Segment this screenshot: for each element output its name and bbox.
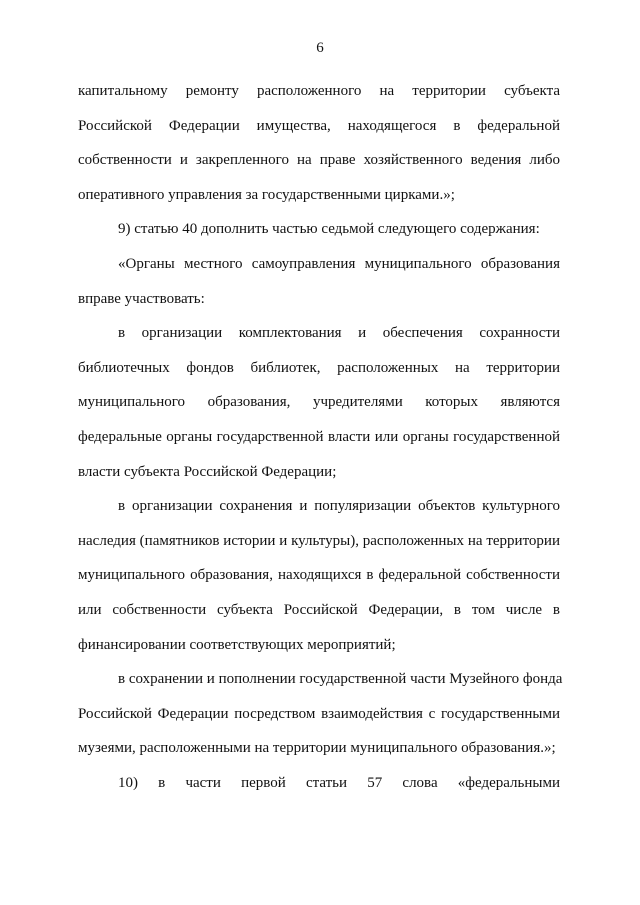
text-line: музеями, расположенными на территории муниципального образования.»; [78,740,556,757]
text-line: муниципального образования, учредителями которых являются [78,394,560,411]
text-line: в организации комплектования и обеспечения сохранности [118,325,560,342]
text-line: 10) в части первой статьи 57 слова «федеральными [118,774,560,791]
text-line: финансировании соответствующих мероприятий; [78,636,396,653]
text-line: оперативного управления за государственными цирками.»; [78,186,455,203]
text-line: Российской Федерации имущества, находящегося в федеральной [78,117,560,134]
document-body [78,80,563,806]
text-line: капитальному ремонту расположенного на территории субъекта [78,83,560,99]
text-line: библиотечных фондов библиотек, расположенных на территории [78,359,560,376]
text-line: «Органы местного самоуправления муниципального образования [118,255,560,272]
page-number: 6 [316,40,324,56]
text-line: Российской Федерации посредством взаимодействия с государственными [78,705,560,722]
text-line: власти субъекта Российской Федерации; [78,463,337,480]
text-line: или собственности субъекта Российской Федерации, в том числе в [78,601,560,618]
text-line: в организации сохранения и популяризации объектов культурного [118,498,560,515]
text-line: вправе участвовать: [78,290,205,307]
text-line: наследия (памятников истории и культуры), расположенных на территории [78,532,560,549]
text-line: 9) статью 40 дополнить частью седьмой следующего содержания: [118,221,540,238]
text-line: собственности и закрепленного на праве хозяйственного ведения либо [78,152,560,169]
text-line: муниципального образования, находящихся в федеральной собственности [78,567,560,584]
text-line: федеральные органы государственной власти или органы государственной [78,428,560,445]
text-line: в сохранении и пополнении государственной части Музейного фонда [118,671,563,688]
